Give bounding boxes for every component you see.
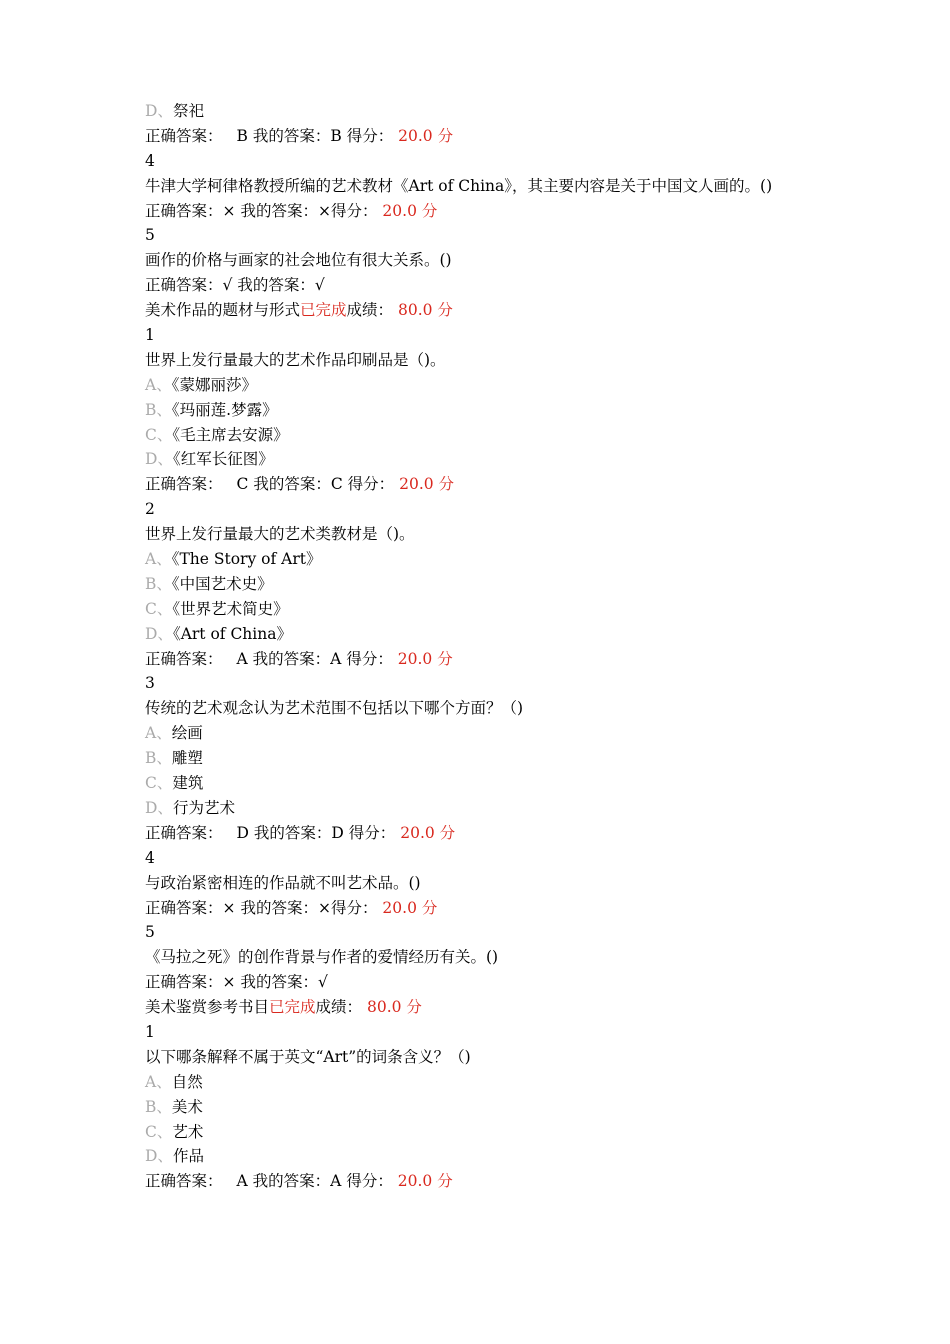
option-label: D、 <box>145 624 173 643</box>
option-line <box>145 721 905 746</box>
question-text: 牛津大学柯律格教授所编的艺术教材《Art of China》，其主要内容是关于中国文人画的。() <box>145 176 773 195</box>
option-line <box>145 771 905 796</box>
correct-answer-label: 正确答案： <box>145 475 223 494</box>
section-header <box>145 298 905 323</box>
option-text: 《Art of China》 <box>172 624 292 643</box>
my-answer-value: A <box>330 649 342 668</box>
option-text: 艺术 <box>172 1122 204 1141</box>
question-number: 4 <box>145 151 155 170</box>
score-value: 20.0 分 <box>382 898 438 917</box>
answer-line <box>145 124 905 149</box>
correct-answer-value: × <box>222 898 236 917</box>
option-label: D、 <box>145 1147 173 1166</box>
answer-line <box>145 273 905 298</box>
question-number: 5 <box>145 226 155 245</box>
option-line <box>145 597 905 622</box>
score-value: 20.0 分 <box>397 1172 453 1191</box>
option-label: A、 <box>145 724 172 743</box>
question-text: 《马拉之死》的创作背景与作者的爱情经历有关。() <box>145 948 499 967</box>
option-text: 《红军长征图》 <box>172 450 274 469</box>
my-answer-label: 我的答案： <box>252 649 331 668</box>
option-label: A、 <box>145 550 172 569</box>
correct-answer-label: 正确答案： <box>145 276 223 295</box>
option-line <box>145 1144 905 1169</box>
option-label: A、 <box>145 1072 172 1091</box>
option-line <box>145 447 905 472</box>
my-answer-label: 我的答案： <box>240 201 318 220</box>
correct-answer-value: C <box>236 475 249 494</box>
correct-answer-label: 正确答案： <box>145 126 223 145</box>
my-answer-value: B <box>330 126 342 145</box>
option-label: C、 <box>145 774 173 793</box>
question-text: 传统的艺术观念认为艺术范围不包括以下哪个方面？（) <box>145 699 524 718</box>
option-text: 《玛丽莲.梦露》 <box>171 400 278 419</box>
option-text: 祭祀 <box>172 102 204 120</box>
option-label: B、 <box>145 574 172 593</box>
my-answer-value: D <box>331 823 344 842</box>
correct-answer-value: A <box>236 649 248 668</box>
answer-line <box>145 896 905 921</box>
correct-answer-label: 正确答案： <box>145 823 223 842</box>
score-label: 得分： <box>346 1172 393 1191</box>
correct-answer-label: 正确答案： <box>145 1172 223 1191</box>
question-number: 1 <box>145 1022 155 1041</box>
score-value: 20.0 分 <box>399 475 455 494</box>
my-answer-value: × <box>317 898 331 917</box>
my-answer-label: 我的答案： <box>252 126 331 145</box>
my-answer-label: 我的答案： <box>237 276 315 295</box>
score-value: 20.0 分 <box>398 126 454 145</box>
answer-line <box>145 472 905 497</box>
option-text: 《The Story of Art》 <box>171 550 322 569</box>
section-title: 美术鉴赏参考书目 <box>145 998 270 1017</box>
correct-answer-label: 正确答案： <box>145 201 223 220</box>
option-label: B、 <box>145 400 172 419</box>
option-text: 雕塑 <box>171 749 203 768</box>
my-answer-value: C <box>330 475 343 494</box>
question-number: 3 <box>145 674 155 693</box>
option-line <box>145 572 905 597</box>
option-label: D、 <box>145 102 173 120</box>
question-text: 与政治紧密相连的作品就不叫艺术品。() <box>145 873 421 892</box>
option-text: 建筑 <box>172 774 204 793</box>
option-label: D、 <box>145 450 173 469</box>
question-number: 5 <box>145 923 155 942</box>
my-answer-value: √ <box>314 276 325 295</box>
option-text: 绘画 <box>171 724 203 743</box>
answer-line <box>145 199 905 224</box>
document-page <box>145 99 905 1194</box>
answer-line <box>145 821 905 846</box>
option-line <box>145 1095 905 1120</box>
score-label: 得分： <box>348 823 396 842</box>
option-line <box>145 398 905 423</box>
my-answer-label: 我的答案： <box>240 973 318 992</box>
score-label: 得分： <box>330 201 378 220</box>
option-line <box>145 1120 905 1145</box>
my-answer-label: 我的答案： <box>253 475 331 494</box>
my-answer-label: 我的答案： <box>253 823 332 842</box>
answer-line <box>145 647 905 672</box>
score-label: 得分： <box>330 898 378 917</box>
question-number: 1 <box>145 326 155 345</box>
answer-line <box>145 970 905 995</box>
section-header <box>145 995 905 1020</box>
section-title: 美术作品的题材与形式 <box>145 301 301 320</box>
option-line <box>145 547 905 572</box>
question-text: 以下哪条解释不属于英文“Art”的词条含义？（) <box>145 1047 471 1066</box>
grade-label: 成绩： <box>315 998 363 1017</box>
option-label: B、 <box>145 1097 172 1116</box>
my-answer-label: 我的答案： <box>240 898 318 917</box>
question-text: 世界上发行量最大的艺术作品印刷品是（)。 <box>145 350 446 369</box>
option-text: 《蒙娜丽莎》 <box>171 375 257 394</box>
correct-answer-label: 正确答案： <box>145 973 223 992</box>
correct-answer-value: D <box>236 823 249 842</box>
question-number: 4 <box>145 848 155 867</box>
score-label: 得分： <box>346 649 393 668</box>
my-answer-label: 我的答案： <box>252 1172 331 1191</box>
question-text: 世界上发行量最大的艺术类教材是（)。 <box>145 525 415 544</box>
option-label: C、 <box>145 425 173 444</box>
my-answer-value: A <box>330 1172 342 1191</box>
correct-answer-value: × <box>222 973 236 992</box>
correct-answer-value: × <box>222 201 236 220</box>
option-text: 行为艺术 <box>172 798 235 817</box>
option-line <box>145 746 905 771</box>
my-answer-value: √ <box>317 973 328 992</box>
option-text: 自然 <box>171 1072 203 1091</box>
section-status: 已完成 <box>300 301 347 320</box>
option-text: 作品 <box>172 1147 204 1166</box>
section-status: 已完成 <box>269 998 316 1017</box>
option-line <box>145 622 905 647</box>
correct-answer-value: A <box>236 1172 248 1191</box>
correct-answer-value: B <box>236 126 248 145</box>
option-label: C、 <box>145 1122 173 1141</box>
option-line <box>145 796 905 821</box>
question-number: 2 <box>145 500 155 519</box>
score-value: 20.0 分 <box>400 823 456 842</box>
option-line <box>145 373 905 398</box>
my-answer-value: × <box>317 201 331 220</box>
option-line <box>145 99 905 124</box>
grade-label: 成绩： <box>346 301 394 320</box>
option-label: B、 <box>145 749 172 768</box>
option-text: 《世界艺术简史》 <box>172 599 289 618</box>
option-label: A、 <box>145 375 172 394</box>
grade-value: 80.0 分 <box>366 998 422 1017</box>
score-label: 得分： <box>346 126 394 145</box>
option-label: D、 <box>145 798 173 817</box>
correct-answer-label: 正确答案： <box>145 649 223 668</box>
correct-answer-label: 正确答案： <box>145 898 223 917</box>
score-value: 20.0 分 <box>382 201 438 220</box>
option-label: C、 <box>145 599 173 618</box>
option-line <box>145 1070 905 1095</box>
correct-answer-value: √ <box>222 276 233 295</box>
option-text: 《中国艺术史》 <box>171 574 273 593</box>
grade-value: 80.0 分 <box>397 301 453 320</box>
answer-line <box>145 1169 905 1194</box>
option-line <box>145 423 905 448</box>
option-text: 美术 <box>171 1097 203 1116</box>
score-label: 得分： <box>347 475 395 494</box>
score-value: 20.0 分 <box>397 649 453 668</box>
question-text: 画作的价格与画家的社会地位有很大关系。() <box>145 251 452 270</box>
option-text: 《毛主席去安源》 <box>172 425 289 444</box>
